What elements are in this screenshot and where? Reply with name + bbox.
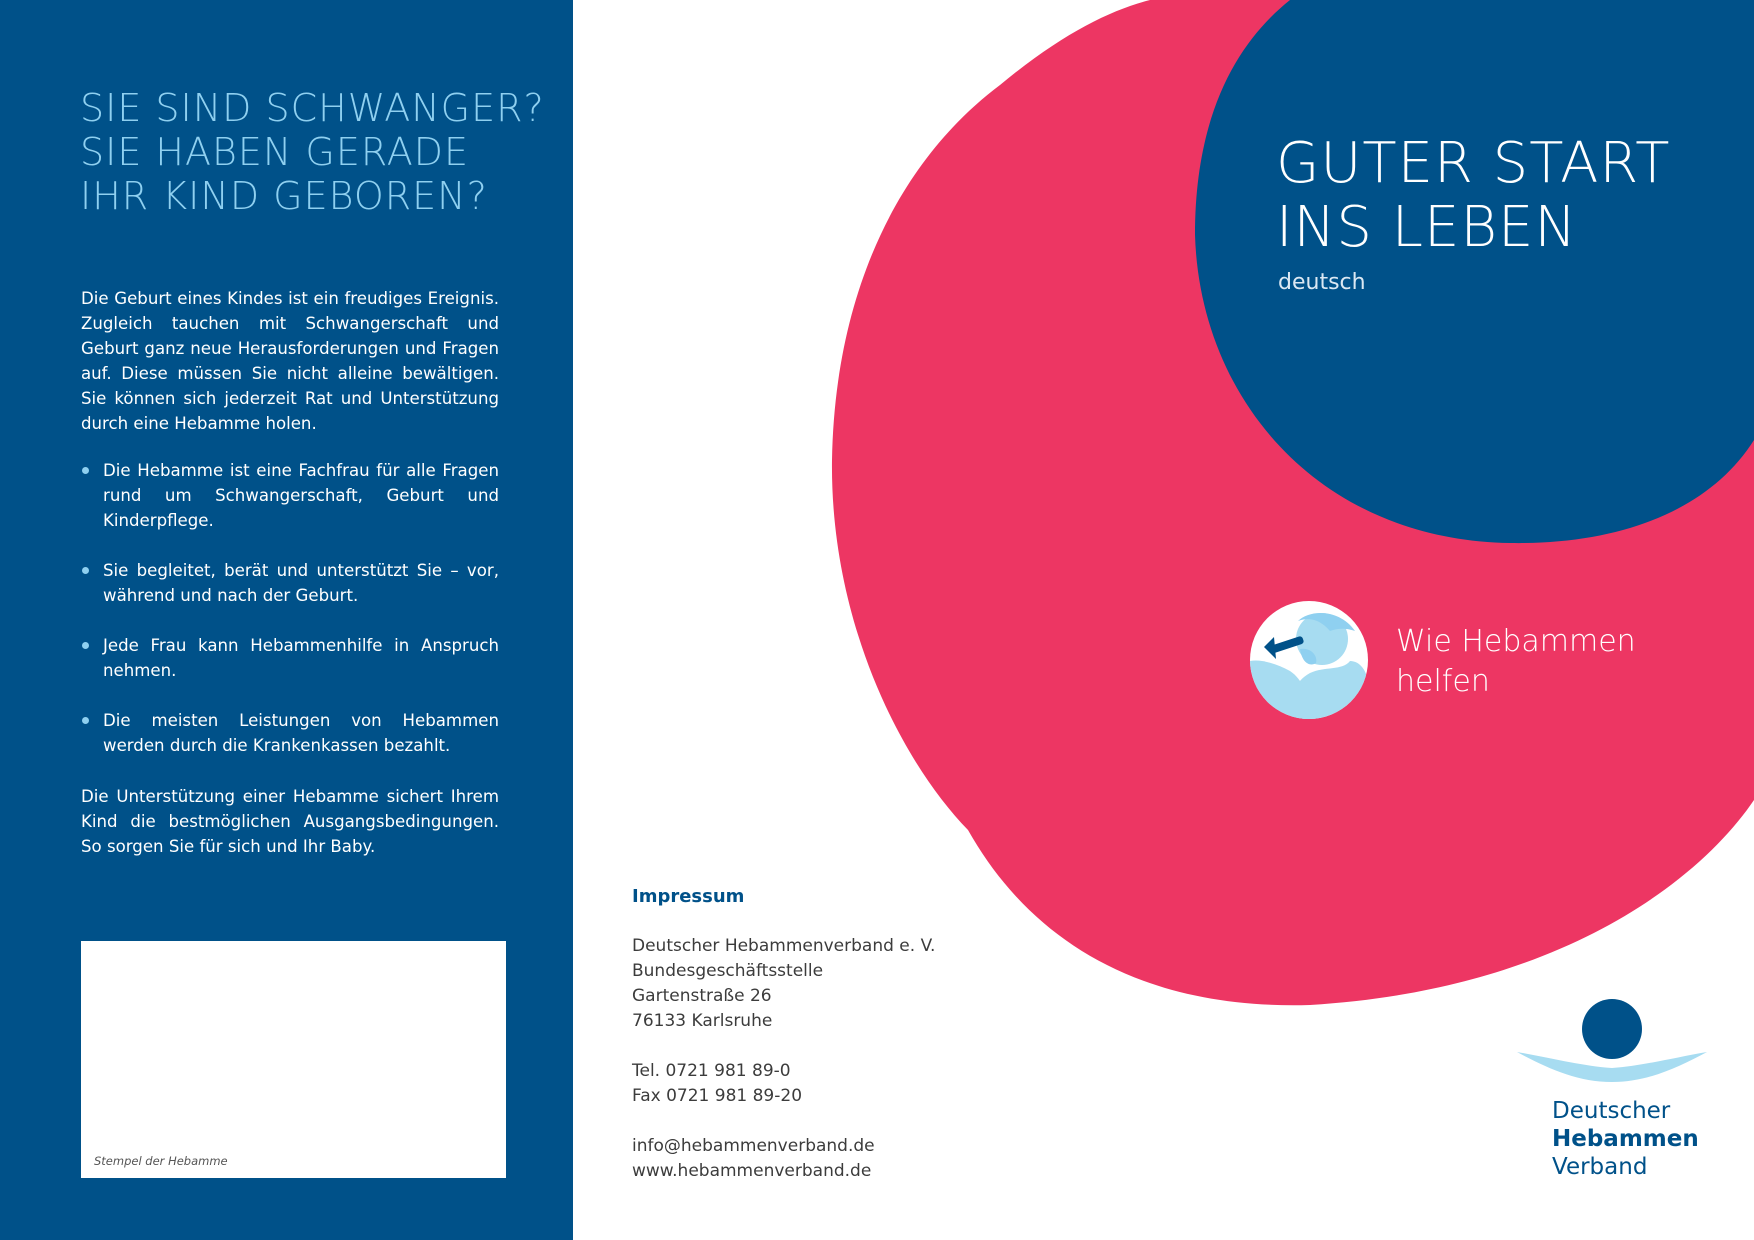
logo-line: Hebammen [1552,1126,1699,1152]
cover-language: deutsch [1278,270,1366,295]
phone: Tel. 0721 981 89-0 [632,1061,791,1081]
bullet-text: Die Hebamme ist eine Fachfrau für alle Fragen rund um Schwangerschaft, Geburt und Kinderpflege. [103,461,499,530]
closing-paragraph: Die Unterstützung einer Hebamme sichert Ihrem Kind die bestmöglichen Ausgangsbedingungen. So sorgen Sie für sich und Ihr Baby. [81,787,499,856]
address-line: Deutscher Hebammenverband e. V. [632,936,936,956]
headline-line: SIE HABEN GERADE [80,130,469,174]
bullet-text: Jede Frau kann Hebammenhilfe in Anspruch nehmen. [103,636,499,680]
stamp-label: Stempel der Hebamme [94,1154,228,1168]
email-link[interactable]: info@hebammenverband.de [632,1136,875,1156]
cover-title-line: INS LEBEN [1276,195,1578,260]
cover-subtitle-line: Wie Hebammen [1396,624,1636,659]
bullet-text: Die meisten Leistungen von Hebammen werden durch die Krankenkassen bezahlt. [103,711,499,755]
fax: Fax 0721 981 89-20 [632,1086,803,1106]
cover-title-line: GUTER START [1276,131,1671,196]
cover-title [1276,132,1670,260]
impressum [632,884,935,1184]
address-line: Gartenstraße 26 [632,986,772,1006]
address-line: 76133 Karlsruhe [632,1011,773,1031]
website-link[interactable]: www.hebammenverband.de [632,1161,872,1181]
address-line: Bundesgeschäftsstelle [632,961,824,981]
logo-text [1552,1097,1699,1181]
midwife-listening-icon [1250,601,1368,719]
logo-line: Deutscher [1552,1098,1671,1124]
headline-line: IHR KIND GEBOREN? [80,174,488,218]
cover-subtitle-line: helfen [1396,664,1490,699]
cover-subtitle [1396,622,1636,702]
logo-line: Verband [1552,1154,1648,1180]
intro-paragraph: Die Geburt eines Kindes ist ein freudiges Ereignis. Zugleich tauchen mit Schwangerschaft und Geburt ganz neue Herausforderungen und Fragen auf. Diese müssen Sie nicht alleine bewältigen. Sie können sich jederzeit Rat und Unterstützung durch eine Hebamme holen. [81,289,499,433]
headline-line: SIE SIND SCHWANGER? [80,86,545,130]
bullet-text: Sie begleitet, berät und unterstützt Sie – vor, während und nach der Geburt. [103,561,499,605]
impressum-heading: Impressum [632,886,745,907]
